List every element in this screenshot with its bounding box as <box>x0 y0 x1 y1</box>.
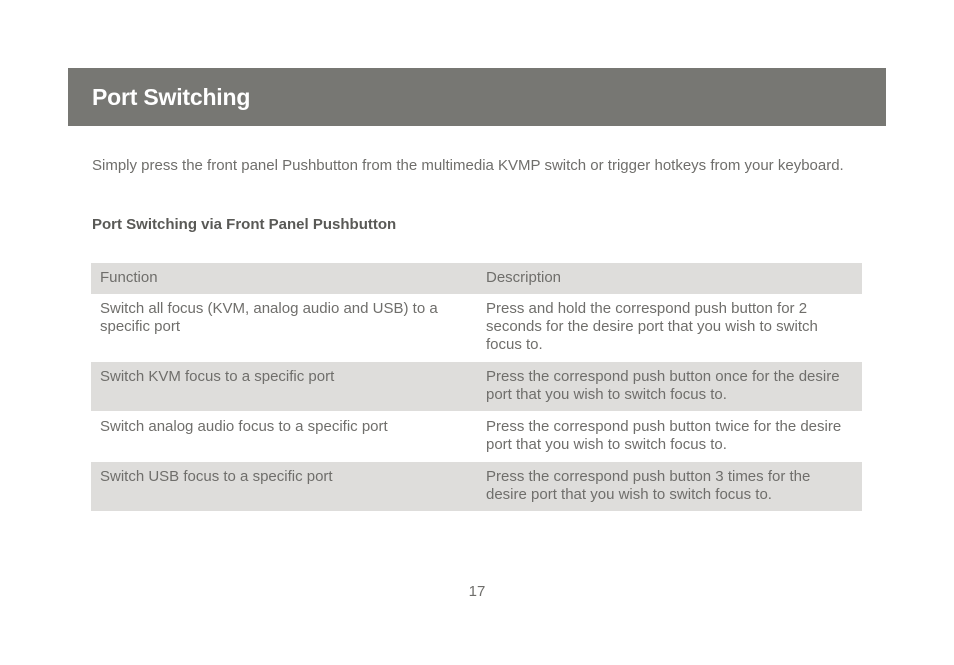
table-header-row <box>91 263 862 294</box>
table-row <box>91 362 862 412</box>
section-header-band <box>68 68 886 126</box>
table-row <box>91 462 862 512</box>
table-row <box>91 412 862 462</box>
table-cell-description: Press the correspond push button twice for the desire port that you wish to switch focus to. <box>477 412 862 462</box>
page-title: Port Switching <box>92 83 251 110</box>
table-cell-description: Press the correspond push button 3 times for the desire port that you wish to switch focus to. <box>477 462 862 512</box>
table-cell-description: Press and hold the correspond push button for 2 seconds for the desire port that you wish to switch focus to. <box>477 294 862 362</box>
table-cell-description: Press the correspond push button once for the desire port that you wish to switch focus to. <box>477 362 862 412</box>
table-cell-function: Switch KVM focus to a specific port <box>91 362 477 412</box>
section-subheading: Port Switching via Front Panel Pushbutton <box>92 216 397 233</box>
table-row <box>91 294 862 362</box>
page-number: 17 <box>468 583 486 600</box>
column-header-function: Function <box>91 263 477 294</box>
table-cell-function: Switch USB focus to a specific port <box>91 462 477 512</box>
column-header-description: Description <box>477 263 862 294</box>
table-cell-function: Switch analog audio focus to a specific port <box>91 412 477 462</box>
intro-paragraph: Simply press the front panel Pushbutton from the multimedia KVMP switch or trigger hotkeys from your keyboard. <box>92 157 844 174</box>
port-switching-table <box>91 263 862 512</box>
table-cell-function: Switch all focus (KVM, analog audio and USB) to a specific port <box>91 294 477 362</box>
